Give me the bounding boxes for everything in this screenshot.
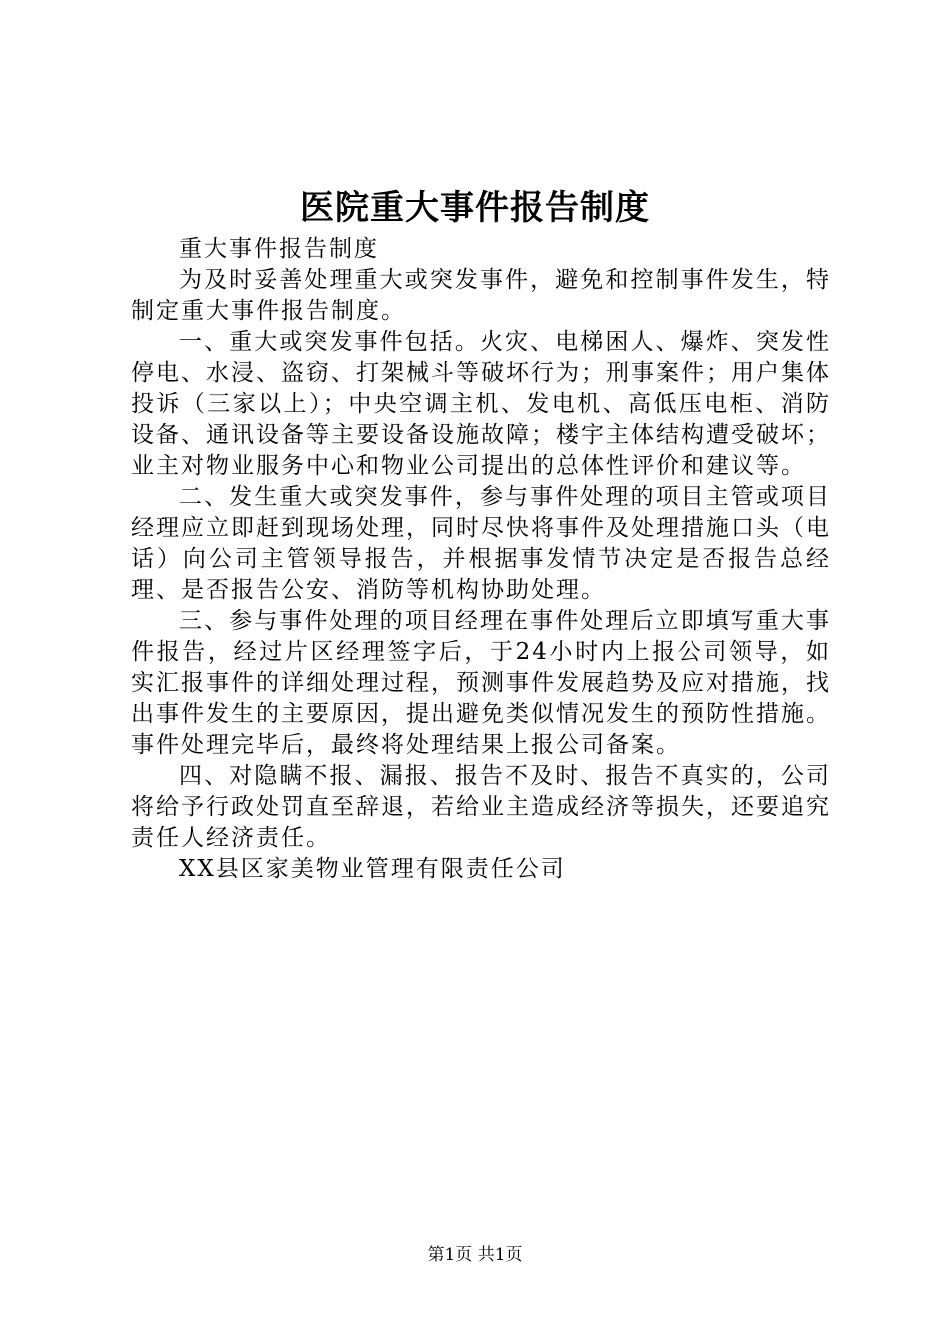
paragraph-section-3: 三、参与事件处理的项目经理在事件处理后立即填写重大事件报告，经过片区经理签字后，于24小时内上报公司领导，如实汇报事件的详细处理过程，预测事件发展趋势及应对措施，找出事件发生的主要原因，提出避免类似情况发生的预防性措施。事件处理完毕后，最终将处理结果上报公司备案。 — [131, 608, 831, 758]
paragraph-section-1: 一、重大或突发事件包括。火灾、电梯困人、爆炸、突发性停电、水浸、盗窃、打架械斗等破坏行为；刑事案件；用户集体投诉（三家以上）；中央空调主机、发电机、高低压电柜、消防设备、通讯设备等主要设备设施故障；楼宇主体结构遭受破坏；业主对物业服务中心和物业公司提出的总体性评价和建议等。 — [131, 329, 831, 479]
document-body — [131, 234, 831, 885]
paragraph-company-signature: XX县区家美物业管理有限责任公司 — [179, 856, 566, 882]
paragraph-section-4: 四、对隐瞒不报、漏报、报告不及时、报告不真实的，公司将给予行政处罚直至辞退，若给业主造成经济等损失，还要追究责任人经济责任。 — [131, 763, 831, 851]
document-title: 医院重大事件报告制度 — [300, 188, 650, 228]
paragraph-section-2: 二、发生重大或突发事件，参与事件处理的项目主管或项目经理应立即赶到现场处理，同时尽快将事件及处理措施口头（电话）向公司主管领导报告，并根据事发情节决定是否报告总经理、是否报告公安、消防等机构协助处理。 — [131, 484, 831, 603]
paragraph-subtitle: 重大事件报告制度 — [179, 236, 379, 262]
paragraph-intro: 为及时妥善处理重大或突发事件，避免和控制事件发生，特制定重大事件报告制度。 — [131, 267, 831, 324]
page-number-footer: 第1页 共1页 — [427, 1245, 523, 1265]
